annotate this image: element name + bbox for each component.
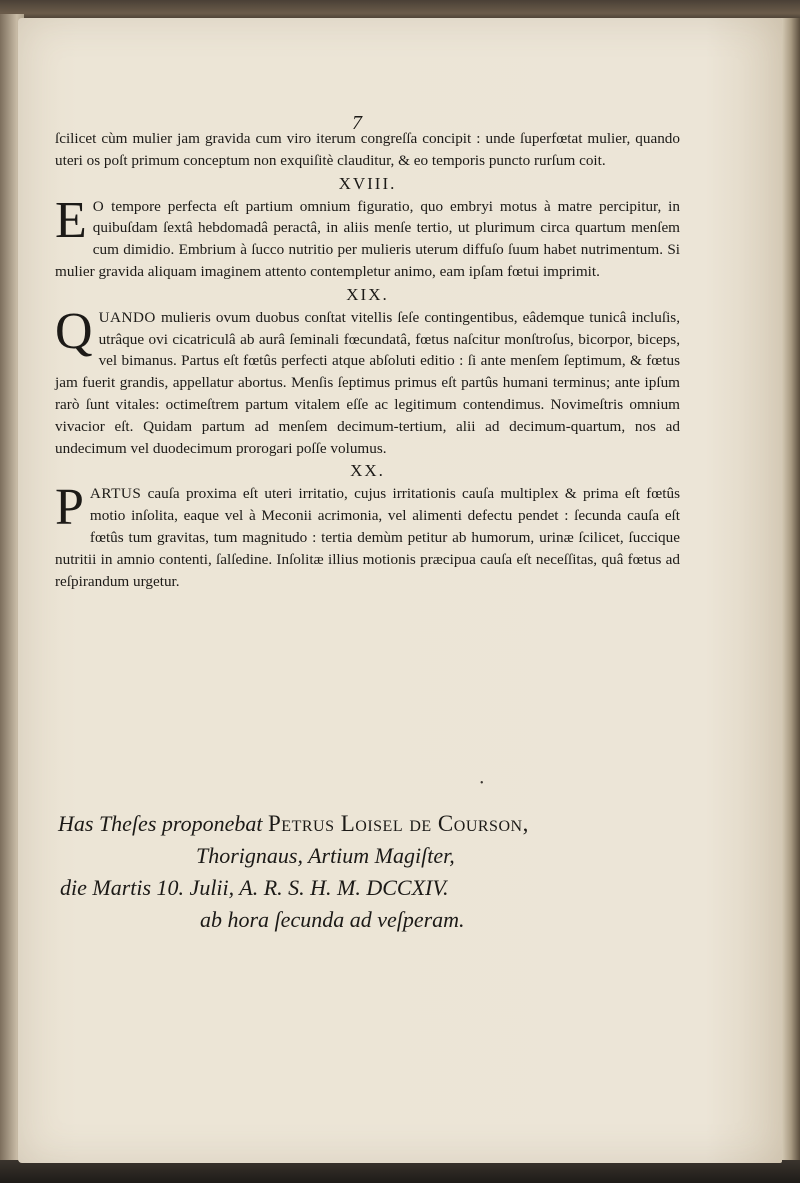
colophon-line-3: die Martis 10. Julii, A. R. S. H. M. DCCXIV. (60, 875, 449, 900)
colophon-line-2: Thorignaus, Artium Magiſter, (196, 843, 455, 868)
section-heading-xx: XX. (350, 461, 385, 481)
colophon-line-1 (58, 808, 688, 840)
drop-cap: E (55, 191, 87, 249)
author-name: Petrus Loisel de Courson, (268, 811, 529, 836)
section-text: mulieris ovum duobus conſtat vitellis ſeſe contingentibus, eâdemque tunicâ incluſis, utrâque ovi cicatriculâ ab aurâ ſeminali fœcundatâ, fœtus naſcitur monſtroſus, bicorpor, biceps, vel bimanus. Partus eſt fœtûs perfecti atque abſoluti editio : ſi ante menſem ſeptimum, & fœtus jam fuerit grandis, appellatur abortus. Menſis ſeptimus primus eſt partûs humani terminus; ante ipſum rarò ſunt vitales: octimeſtrem partum vitalem eſſe ac legitimum contendimus. Novimeſtris omnium vivacior eſt. Quidam partum ad menſem decimum-tertium, alii ad decimum-quartum, nos ad undecimum vel duodecimum prorogari poſſe volumus. (55, 308, 680, 457)
drop-cap: P (55, 479, 84, 537)
section-heading-xviii: XVIII. (338, 173, 397, 193)
section-text: tempore perfecta eſt partium omnium figuratio, quo embryi motus à matre percipitur, in quibuſdam ſextâ hebdomadâ peractâ, in aliis menſe tertio, ut plurimum circa quartum menſem cum dimidio. Embrium à ſucco nutritio per mulieris uterum diffuſo ſuum habet nutrimentum. Si mulier gravida aliquam imaginem attento contempletur animo, eam ipſam fœtui imprimit. (55, 197, 680, 280)
lead-word: UANDO (98, 308, 156, 326)
section-paragraph-xix (55, 302, 680, 460)
section-text: cauſa proxima eſt uteri irritatio, cujus irritationis cauſa multiplex & prima eſt fœtûs motio inſolita, eaque vel à Meconii acrimonia, vel alimenti defectu pendet : ſecunda cauſa eſt fœtûs tum gravitas, tum magnitudo : tertia demùm petitur ab humorum, urinæ ſcilicet, ſuccique nutritii in amnio contenti, ſalſedine. Inſolitæ illius motionis præcipua cauſa eſt neceſſitas, quâ fœtus ad reſpirandum urgetur. (55, 485, 680, 590)
section-paragraph-xx (55, 479, 680, 592)
intro-paragraph: ſcilicet cùm mulier jam gravida cum viro iterum congreſſa concipit : unde ſuperfœtat mulier, quando uteri os poſt primum conceptum non exquiſitè clauditur, & eo temporis punctο rurſum coit. (55, 130, 680, 169)
colophon (58, 808, 688, 936)
page-number: 7 (352, 112, 362, 134)
lead-word: O (92, 197, 105, 215)
colophon-prefix: Has Theſes proponebat (58, 811, 263, 836)
section-heading-xix: XIX. (346, 284, 389, 304)
ornament-dot: • (480, 778, 484, 789)
book-bottom-edge (0, 1160, 800, 1183)
lead-word: ARTUS (89, 485, 142, 503)
drop-cap: Q (55, 302, 93, 360)
page-body (55, 100, 680, 592)
section-paragraph-xviii (55, 191, 680, 283)
colophon-line-4: ab hora ſecunda ad veſperam. (200, 907, 465, 932)
